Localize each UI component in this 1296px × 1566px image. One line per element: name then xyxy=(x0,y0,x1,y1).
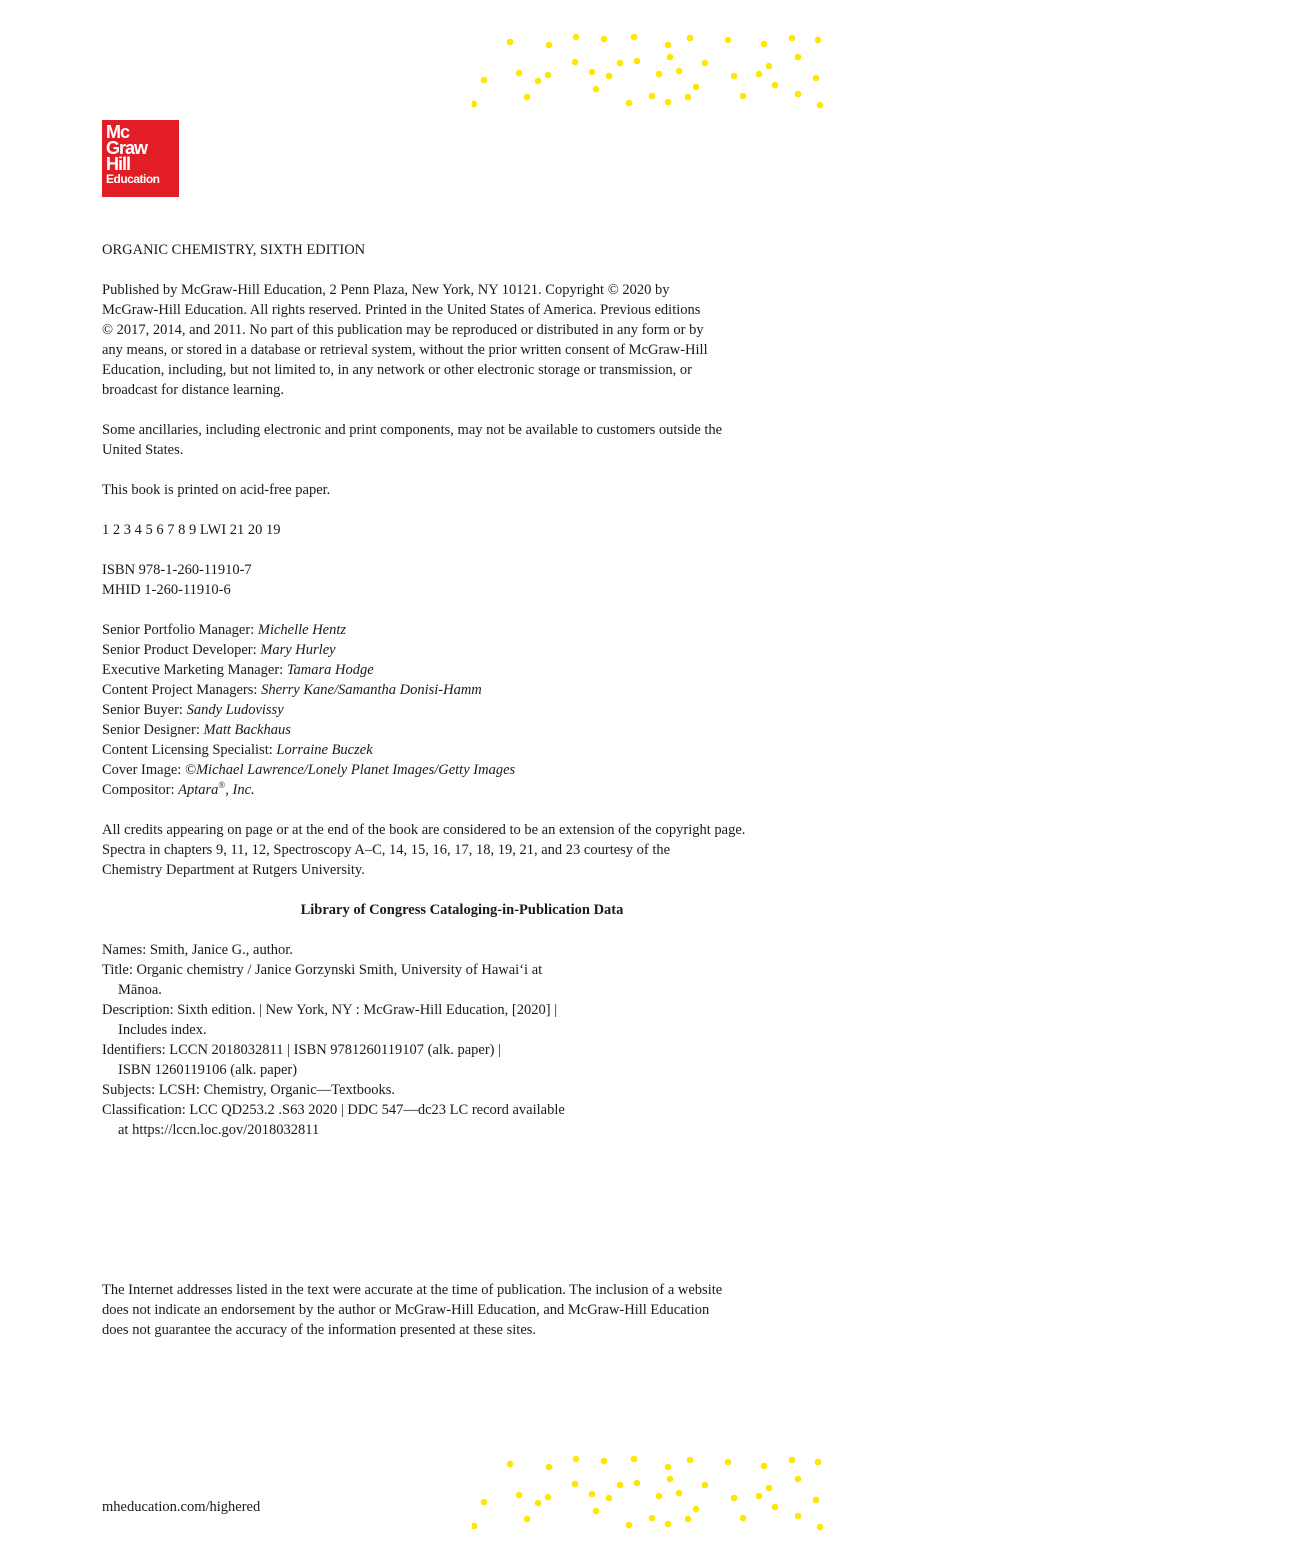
text-line: 1 2 3 4 5 6 7 8 9 LWI 21 20 19 xyxy=(102,522,281,538)
credit-role: Content Licensing Specialist: xyxy=(102,742,277,758)
ancillaries-paragraph xyxy=(102,420,832,460)
loc-heading: Library of Congress Cataloging-in-Publication Data xyxy=(300,902,624,918)
credit-role: Compositor: xyxy=(102,782,179,798)
text-line: © 2017, 2014, and 2011. No part of this publication may be reproduced or distributed in any form or by xyxy=(102,322,704,338)
credit-name: Michelle Hentz xyxy=(257,622,347,638)
credit-line xyxy=(102,700,832,720)
credit-line xyxy=(102,660,832,680)
cip-block xyxy=(102,940,832,1140)
cip-line: ISBN 1260119106 (alk. paper) xyxy=(118,1062,298,1078)
text-line: Spectra in chapters 9, 11, 12, Spectroscopy A–C, 14, 15, 16, 17, 18, 19, 21, and 23 courtesy of the xyxy=(102,842,671,858)
text-line: Published by McGraw-Hill Education, 2 Penn Plaza, New York, NY 10121. Copyright © 2020 by xyxy=(102,282,670,298)
book-title: ORGANIC CHEMISTRY, SIXTH EDITION xyxy=(102,242,366,258)
text-line: McGraw-Hill Education. All rights reserved. Printed in the United States of America. Previous editions xyxy=(102,302,701,318)
credit-name: Aptara xyxy=(178,782,219,798)
credit-line xyxy=(102,680,832,700)
dots-pattern-icon xyxy=(472,33,824,109)
credit-line xyxy=(102,720,832,740)
text-line: does not indicate an endorsement by the author or McGraw-Hill Education, and McGraw-Hill Education xyxy=(102,1302,710,1318)
print-line xyxy=(102,520,832,540)
registered-mark: ® xyxy=(218,780,226,791)
cip-line: Names: Smith, Janice G., author. xyxy=(102,942,293,958)
cip-line: Description: Sixth edition. | New York, NY : McGraw-Hill Education, [2020] | xyxy=(102,1002,558,1018)
decorative-dots-bottom xyxy=(472,1455,824,1531)
credit-line xyxy=(102,760,832,780)
cip-line: Identifiers: LCCN 2018032811 | ISBN 9781260119107 (alk. paper) | xyxy=(102,1042,501,1058)
isbn: ISBN 978-1-260-11910-7 xyxy=(102,562,252,578)
credit-role: Senior Portfolio Manager: xyxy=(102,622,258,638)
mcgraw-hill-logo xyxy=(102,120,179,197)
credit-name: Tamara Hodge xyxy=(286,662,374,678)
cip-line: Includes index. xyxy=(118,1022,207,1038)
cip-line: Subjects: LCSH: Chemistry, Organic—Textbooks. xyxy=(102,1082,395,1098)
mhid: MHID 1-260-11910-6 xyxy=(102,582,231,598)
paper-note xyxy=(102,480,832,500)
credit-role: Senior Buyer: xyxy=(102,702,187,718)
credit-name: ©Michael Lawrence/Lonely Planet Images/Getty Images xyxy=(184,762,516,778)
footer-url: mheducation.com/highered xyxy=(102,1499,261,1515)
credit-role: Senior Designer: xyxy=(102,722,204,738)
logo-line-mc: Mc xyxy=(106,122,130,142)
internet-disclaimer xyxy=(102,1280,832,1340)
text-line: This book is printed on acid-free paper. xyxy=(102,482,331,498)
text-line: Chemistry Department at Rutgers University. xyxy=(102,862,365,878)
credit-line xyxy=(102,620,832,640)
decorative-dots-top xyxy=(472,33,824,109)
text-line: All credits appearing on page or at the end of the book are considered to be an extension of the copyright page. xyxy=(102,822,746,838)
publisher-paragraph xyxy=(102,280,832,400)
cip-line: at https://lccn.loc.gov/2018032811 xyxy=(118,1122,320,1138)
credit-name: Sandy Ludovissy xyxy=(186,702,284,718)
text-line: Some ancillaries, including electronic and print components, may not be available to customers outside the xyxy=(102,422,723,438)
cip-line: Classification: LCC QD253.2 .S63 2020 | DDC 547—dc23 LC record available xyxy=(102,1102,565,1118)
credit-role: Cover Image: xyxy=(102,762,185,778)
dots-pattern-icon xyxy=(472,1455,824,1531)
credit-line xyxy=(102,640,832,660)
credit-line xyxy=(102,740,832,760)
cip-line: Title: Organic chemistry / Janice Gorzynski Smith, University of Hawai‘i at xyxy=(102,962,543,978)
logo-line-education: Education xyxy=(106,172,160,186)
credit-role: Senior Product Developer: xyxy=(102,642,261,658)
cip-line: Mānoa. xyxy=(118,982,162,998)
credit-name-suffix: , Inc. xyxy=(225,782,255,798)
logo-line-hill: Hill xyxy=(106,154,131,174)
text-line: broadcast for distance learning. xyxy=(102,382,284,398)
credit-name: Matt Backhaus xyxy=(203,722,291,738)
credit-name: Sherry Kane/Samantha Donisi-Hamm xyxy=(261,682,482,698)
isbn-block xyxy=(102,560,832,600)
credit-role: Content Project Managers: xyxy=(102,682,262,698)
text-line: United States. xyxy=(102,442,184,458)
credits-paragraph xyxy=(102,820,832,880)
credit-line xyxy=(102,780,832,800)
text-line: does not guarantee the accuracy of the information presented at these sites. xyxy=(102,1322,537,1338)
text-line: any means, or stored in a database or retrieval system, without the prior written consent of McGraw-Hill xyxy=(102,342,708,358)
credit-role: Executive Marketing Manager: xyxy=(102,662,287,678)
credit-name: Lorraine Buczek xyxy=(276,742,373,758)
text-line: The Internet addresses listed in the text were accurate at the time of publication. The inclusion of a website xyxy=(102,1282,723,1298)
staff-credits xyxy=(102,620,832,800)
logo-line-graw: Graw xyxy=(106,138,148,158)
credit-name: Mary Hurley xyxy=(260,642,336,658)
text-line: Education, including, but not limited to, in any network or other electronic storage or transmission, or xyxy=(102,362,692,378)
